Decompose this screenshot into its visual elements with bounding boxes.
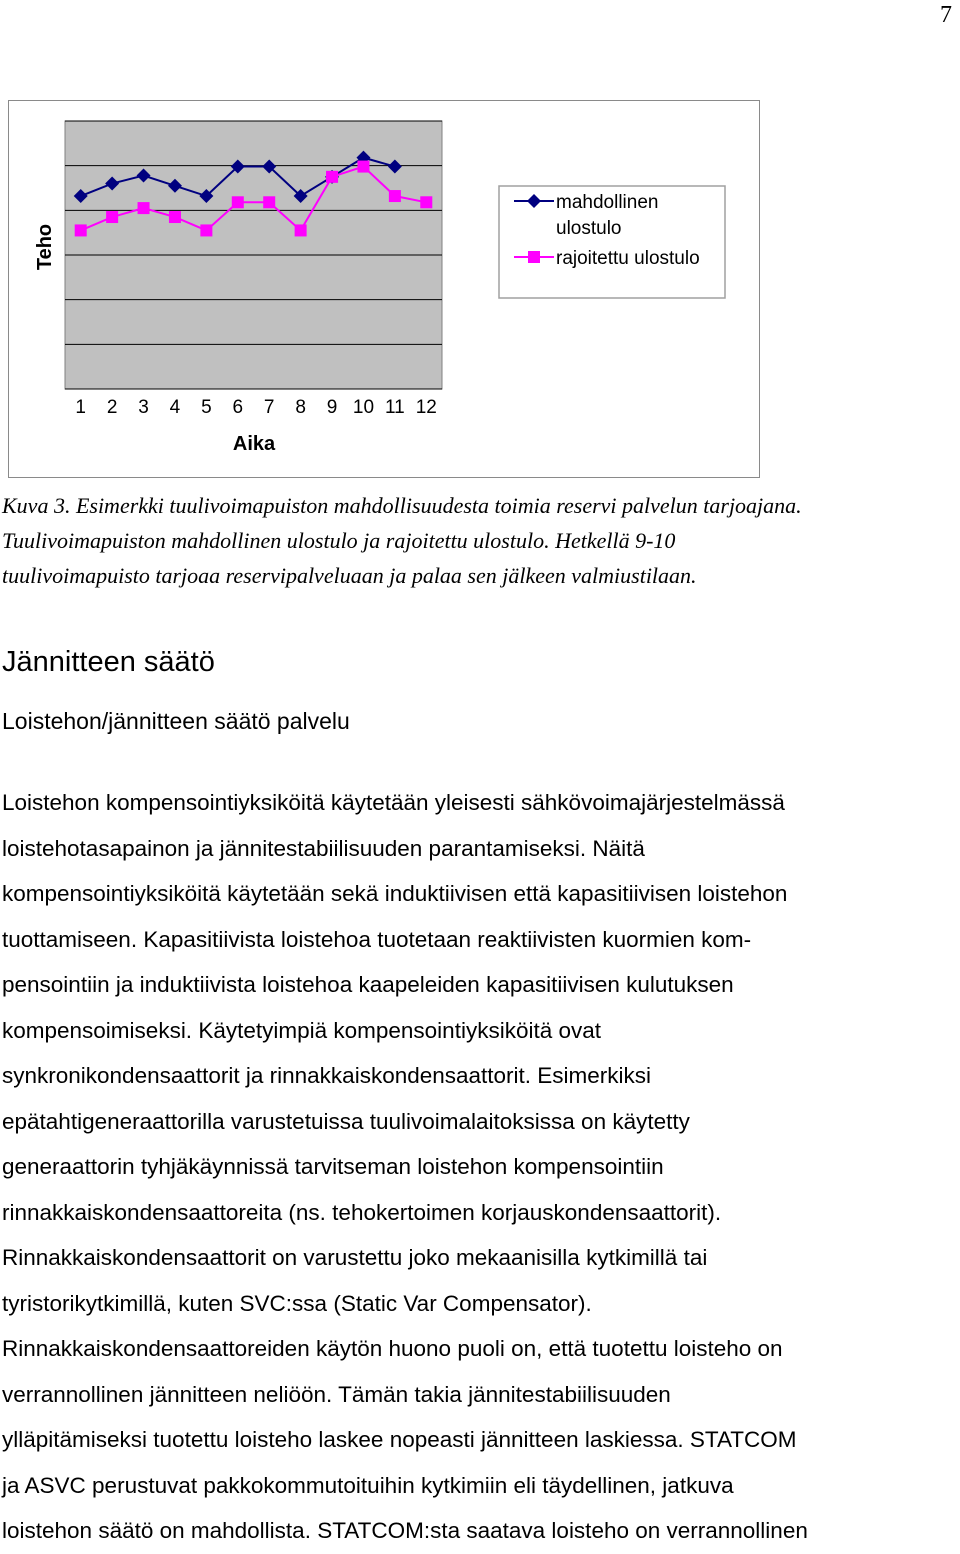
legend: [499, 186, 725, 298]
x-tick-label: 11: [385, 397, 405, 418]
y-axis-label: Teho: [34, 223, 56, 271]
caption-line: Kuva 3. Esimerkki tuulivoimapuiston mahdollisuudesta toimia reservi palvelun tarjoajana.: [2, 493, 802, 518]
body-line: Loistehon kompensointiyksiköitä käytetään yleisesti sähkövoimajärjestelmässä: [2, 790, 785, 815]
x-tick-label: 5: [201, 397, 212, 418]
data-point-square: [357, 161, 369, 173]
body-line: kompensointiyksiköitä käytetään sekä induktiivisen että kapasitiivisen loistehon: [2, 881, 788, 906]
caption-line: tuulivoimapuisto tarjoaa reservipalveluaan ja palaa sen jälkeen valmiustilaan.: [2, 563, 697, 588]
x-tick-label: 1: [75, 397, 86, 418]
x-tick-label: 4: [169, 397, 181, 418]
body-line: rinnakkaiskondensaattoreita (ns. tehokertoimen korjauskondensaattorit).: [2, 1199, 722, 1225]
data-point-square: [420, 196, 432, 208]
x-tick-label: 10: [352, 397, 375, 418]
body-line: tyristorikytkimillä, kuten SVC:ssa (Static Var Compensator).: [2, 1290, 592, 1316]
data-point-square: [138, 202, 150, 214]
figure-caption: [2, 488, 958, 593]
body-line: ja ASVC perustuvat pakkokommutoituihin kytkimiin eli täydellinen, jatkuva: [2, 1472, 734, 1498]
chart-figure: [8, 100, 760, 478]
body-line: kompensoimiseksi. Käytetyimpiä kompensointiyksiköitä ovat: [2, 1017, 601, 1043]
data-point-square: [263, 196, 275, 208]
body-line: verrannollinen jännitteen neliöön. Tämän takia jännitestabiilisuuden: [2, 1381, 671, 1407]
x-tick-label: 3: [138, 397, 149, 418]
x-axis-label: Aika: [232, 433, 276, 455]
page-number: 7: [940, 2, 952, 28]
caption-line: Tuulivoimapuiston mahdollinen ulostulo ja rajoitettu ulostulo. Hetkellä 9-10: [2, 528, 676, 553]
body-line: Rinnakkaiskondensaattoreiden käytön huono puoli on, että tuotettu loisteho on: [2, 1336, 783, 1361]
body-line: ylläpitämiseksi tuotettu loisteho laskee nopeasti jännitteen laskiessa. STATCOM: [2, 1427, 797, 1452]
legend-label-mahdollinen-2: ulostulo: [556, 218, 622, 239]
data-point-square: [326, 171, 338, 183]
x-tick-labels: [75, 397, 436, 418]
section-title: Jännitteen säätö: [2, 646, 215, 678]
data-point-square: [200, 224, 212, 236]
legend-label-rajoitettu: rajoitettu ulostulo: [556, 248, 700, 269]
body-line: epätahtigeneraattorilla varustetuissa tuulivoimalaitoksissa on käytetty: [2, 1108, 690, 1134]
data-point-square: [75, 224, 87, 236]
data-point-square: [106, 211, 118, 223]
x-tick-label: 6: [232, 397, 244, 418]
data-point-square: [169, 211, 181, 223]
body-line: pensointiin ja induktiivista loistehoa kaapeleiden kapasitiivisen kulutuksen: [2, 972, 734, 997]
x-tick-label: 9: [326, 397, 338, 418]
line-chart: [9, 101, 759, 477]
x-tick-label: 12: [415, 397, 437, 418]
x-tick-label: 2: [106, 397, 118, 418]
data-point-square: [232, 196, 244, 208]
body-line: loistehotasapainon ja jännitestabiilisuuden parantamiseksi. Näitä: [2, 835, 645, 861]
body-paragraph: [2, 780, 958, 1554]
body-line: Rinnakkaiskondensaattorit on varustettu joko mekaanisilla kytkimillä tai: [2, 1245, 708, 1270]
legend-marker-square: [528, 251, 540, 263]
body-line: synkronikondensaattorit ja rinnakkaiskondensaattorit. Esimerkiksi: [2, 1063, 652, 1088]
data-point-square: [295, 224, 307, 236]
body-line: loistehon säätö on mahdollista. STATCOM:sta saatava loisteho on verrannollinen: [2, 1518, 808, 1543]
body-line: tuottamiseen. Kapasitiivista loistehoa tuotetaan reaktiivisten kuormien kom-: [2, 926, 752, 952]
x-tick-label: 8: [295, 397, 306, 418]
x-tick-label: 7: [263, 397, 275, 418]
body-line: generaattorin tyhjäkäynnissä tarvitseman loistehon kompensointiin: [2, 1154, 664, 1179]
legend-label-mahdollinen-1: mahdollinen: [556, 192, 659, 213]
data-point-square: [389, 190, 401, 202]
subsection-title: Loistehon/jännitteen säätö palvelu: [2, 708, 350, 734]
